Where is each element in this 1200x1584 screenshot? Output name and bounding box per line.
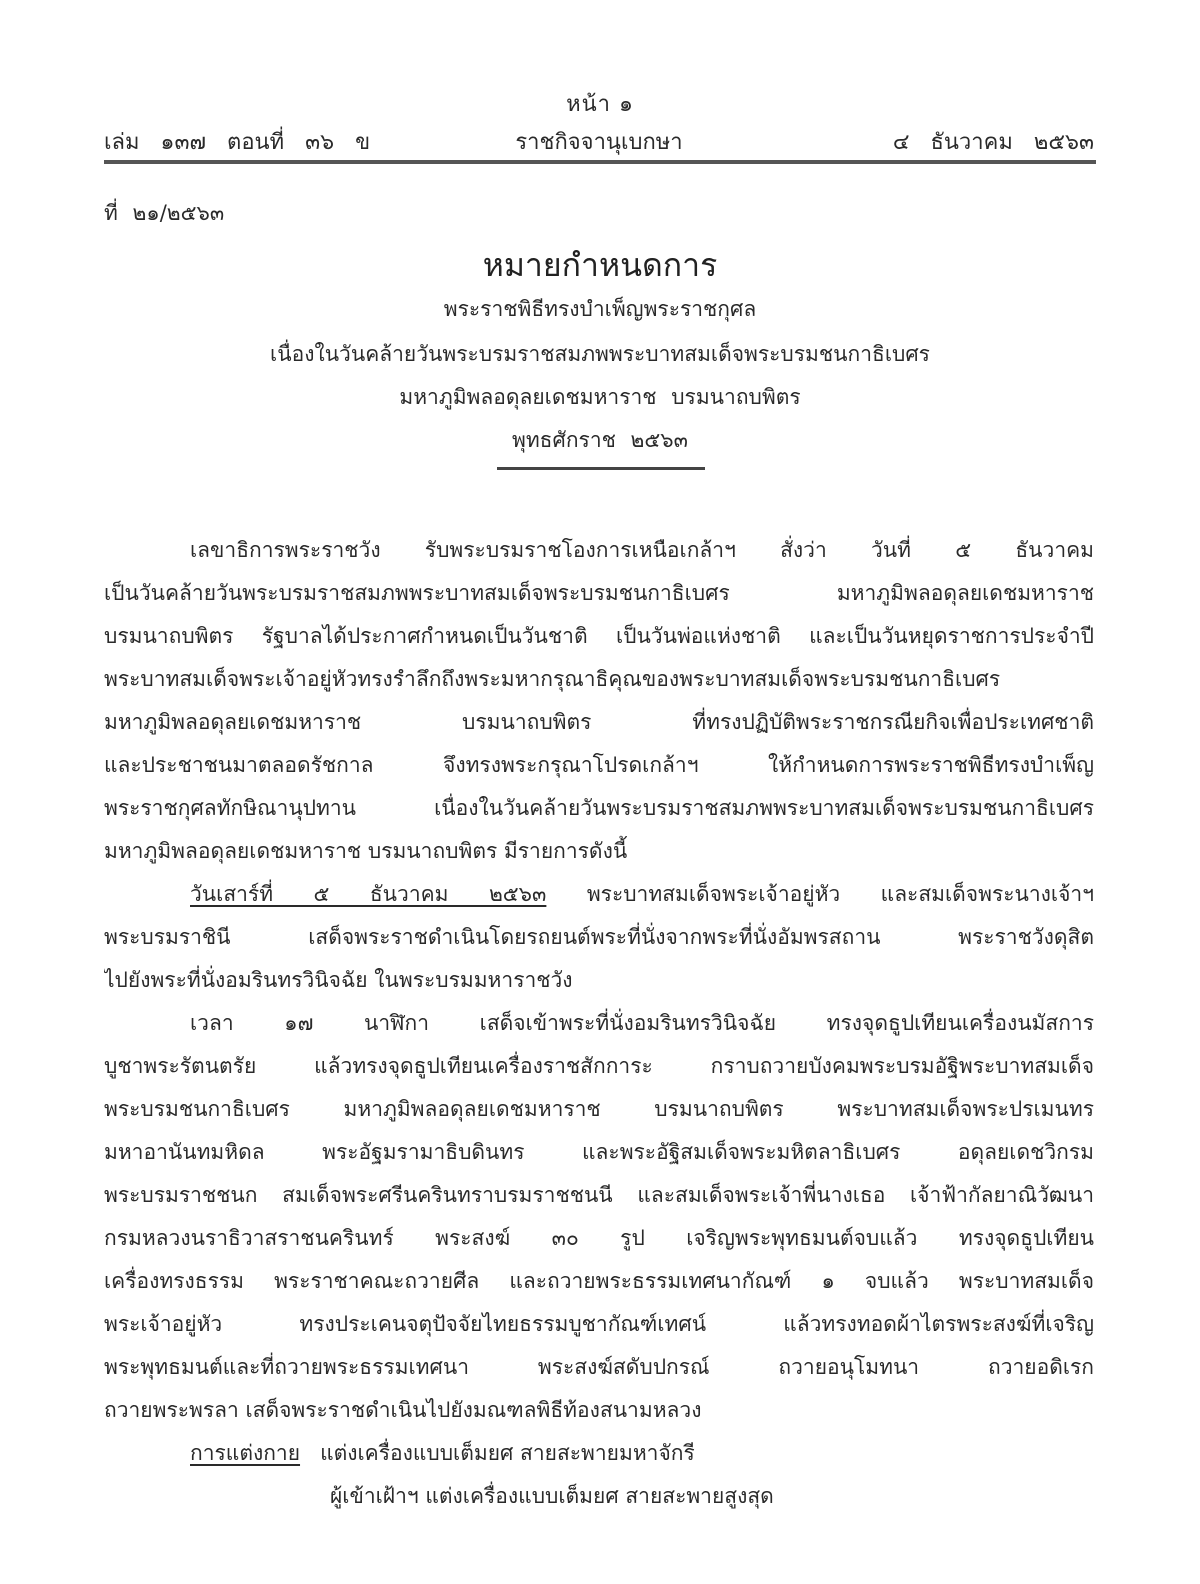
body-line: และประชาชนมาตลอดรัชกาล จึงทรงพระกรุณาโปรดเกล้าฯ ให้กำหนดการพระราชพิธีทรงบำเพ็ญ (104, 753, 1094, 777)
schedule-date: วันเสาร์ที่ ๕ ธันวาคม ๒๕๖๓ (190, 882, 547, 906)
body-line: พระพุทธมนต์และที่ถวายพระธรรมเทศนา พระสงฆ์สดับปกรณ์ ถวายอนุโมทนา ถวายอดิเรก (104, 1355, 1094, 1379)
header-divider (104, 160, 1096, 164)
dress-code-label: การแต่งกาย (190, 1441, 301, 1465)
body-line: พระบาทสมเด็จพระเจ้าอยู่หัว และสมเด็จพระนางเจ้าฯ (586, 882, 1094, 906)
subtitle-line: มหาภูมิพลอดุลยเดชมหาราช บรมนาถบพิตร (399, 385, 801, 409)
body-line: พระบรมราชินี เสด็จพระราชดำเนินโดยรถยนต์พระที่นั่งจากพระที่นั่งอัมพรสถาน พระราชวังดุสิต (104, 925, 1094, 949)
body-line: มหาภูมิพลอดุลยเดชมหาราช บรมนาถบพิตร ที่ทรงปฏิบัติพระราชกรณียกิจเพื่อประเทศชาติ (104, 710, 1094, 734)
volume-issue: เล่ม ๑๓๗ ตอนที่ ๓๖ ข (104, 130, 371, 155)
body-line: บรมนาถบพิตร รัฐบาลได้ประกาศกำหนดเป็นวันชาติ เป็นวันพ่อแห่งชาติ และเป็นวันหยุดราชการประจำปี (104, 624, 1094, 648)
body-line: มหาภูมิพลอดุลยเดชมหาราช บรมนาถบพิตร มีรายการดังนี้ (104, 839, 628, 863)
body-line: พระบาทสมเด็จพระเจ้าอยู่หัวทรงรำลึกถึงพระมหากรุณาธิคุณของพระบาทสมเด็จพระบรมชนกาธิเบศร (104, 667, 1001, 691)
body-line: ไปยังพระที่นั่งอมรินทรวินิจฉัย ในพระบรมมหาราชวัง (104, 968, 573, 992)
page-number: หน้า ๑ (566, 92, 634, 117)
dress-code-attendants: ผู้เข้าเฝ้าฯ แต่งเครื่องแบบเต็มยศ สายสะพายสูงสุด (330, 1484, 774, 1508)
body-line: เป็นวันคล้ายวันพระบรมราชสมภพพระบาทสมเด็จพระบรมชนกาธิเบศร มหาภูมิพลอดุลยเดชมหาราช (104, 581, 1094, 605)
body-line: พระบรมชนกาธิเบศร มหาภูมิพลอดุลยเดชมหาราช บรมนาถบพิตร พระบาทสมเด็จพระปรเมนทร (104, 1097, 1094, 1121)
body-line: ถวายพระพรลา เสด็จพระราชดำเนินไปยังมณฑลพิธีท้องสนามหลวง (104, 1398, 702, 1422)
body-line: เครื่องทรงธรรม พระราชาคณะถวายศีล และถวายพระธรรมเทศนากัณฑ์ ๑ จบแล้ว พระบาทสมเด็จ (104, 1269, 1094, 1293)
gazette-header (104, 124, 1094, 156)
body-line: เวลา ๑๗ นาฬิกา เสด็จเข้าพระที่นั่งอมรินทรวินิจฉัย ทรงจุดธูปเทียนเครื่องนมัสการ (190, 1011, 1094, 1035)
body-line: บูชาพระรัตนตรัย แล้วทรงจุดธูปเทียนเครื่องราชสักการะ กราบถวายบังคมพระบรมอัฐิพระบาทสมเด็จ (104, 1054, 1094, 1078)
body-line: มหาอานันทมหิดล พระอัฐมรามาธิบดินทร และพระอัฐิสมเด็จพระมหิตลาธิเบศร อดุลยเดชวิกรม (104, 1140, 1094, 1164)
subtitle-line: พุทธศักราช ๒๕๖๓ (512, 428, 688, 452)
body-line: พระบรมราชชนก สมเด็จพระศรีนครินทราบรมราชชนนี และสมเด็จพระเจ้าพี่นางเธอ เจ้าฟ้ากัลยาณิวัฒนา (104, 1183, 1094, 1207)
title-divider (497, 467, 705, 470)
schedule-line (190, 878, 1094, 908)
body-line: พระราชกุศลทักษิณานุปทาน เนื่องในวันคล้ายวันพระบรมราชสมภพพระบาทสมเด็จพระบรมชนกาธิเบศร (104, 796, 1094, 820)
reference-number: ที่ ๒๑/๒๕๖๓ (104, 201, 225, 225)
document-title: หมายกำหนดการ (482, 246, 718, 284)
subtitle-line: พระราชพิธีทรงบำเพ็ญพระราชกุศล (443, 297, 757, 321)
subtitle-line: เนื่องในวันคล้ายวันพระบรมราชสมภพพระบาทสมเด็จพระบรมชนกาธิเบศร (270, 342, 930, 366)
publication-date: ๔ ธันวาคม ๒๕๖๓ (892, 130, 1094, 155)
body-line: พระเจ้าอยู่หัว ทรงประเคนจตุปัจจัยไทยธรรมบูชากัณฑ์เทศน์ แล้วทรงทอดผ้าไตรพระสงฆ์ที่เจริญ (104, 1312, 1094, 1336)
body-line: เลขาธิการพระราชวัง รับพระบรมราชโองการเหนือเกล้าฯ สั่งว่า วันที่ ๕ ธันวาคม (190, 538, 1094, 562)
dress-code-line (190, 1437, 1094, 1467)
body-line: กรมหลวงนราธิวาสราชนครินทร์ พระสงฆ์ ๓๐ รูป เจริญพระพุทธมนต์จบแล้ว ทรงจุดธูปเทียน (104, 1226, 1094, 1250)
gazette-name: ราชกิจจานุเบกษา (515, 130, 683, 155)
dress-code-text: แต่งเครื่องแบบเต็มยศ สายสะพายมหาจักรี (320, 1441, 695, 1465)
